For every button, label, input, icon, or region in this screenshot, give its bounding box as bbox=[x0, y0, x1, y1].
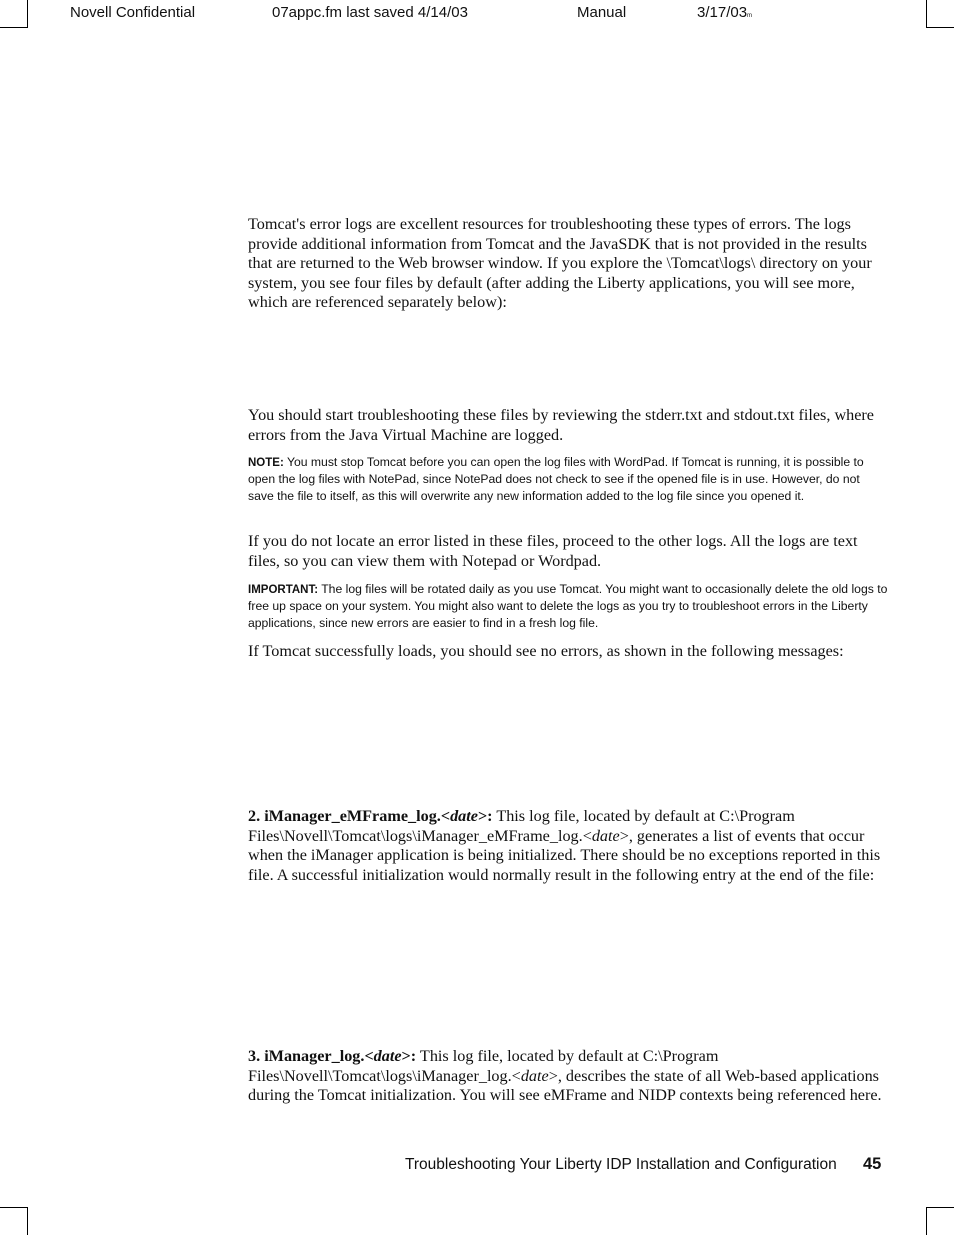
footer-chapter-title: Troubleshooting Your Liberty IDP Installation and Configuration bbox=[405, 1156, 837, 1173]
list-item-imanager-log bbox=[248, 1047, 888, 1106]
note-label: NOTE: bbox=[248, 457, 284, 469]
imanager-text-b: >, describes the state of all Web-based applications during the Tomcat initialization. You will see eMFrame and NIDP contexts being referenced here. bbox=[248, 1066, 882, 1105]
list-item-emframe-log bbox=[248, 807, 888, 885]
imanager-text-a: This log file, located by default at C:\Program Files\Novell\Tomcat\logs\iManager_log.< bbox=[248, 1047, 719, 1085]
emframe-title-a: 2. iManager_eMFrame_log.< bbox=[248, 807, 451, 825]
important-label: IMPORTANT: bbox=[248, 584, 319, 596]
paragraph-other-logs: If you do not locate an error listed in these files, proceed to the other logs. All the logs are text files, so you can view them with Notepad or Wordpad. bbox=[248, 532, 858, 570]
paragraph-start-troubleshooting: You should start troubleshooting these files by reviewing the stderr.txt and stdout.txt files, where errors from the Java Virtual Machine are logged. bbox=[248, 406, 874, 444]
emframe-text-date: date bbox=[591, 826, 620, 845]
paragraph-successful-load: If Tomcat successfully loads, you should see no errors, as shown in the following messages: bbox=[248, 642, 844, 660]
crop-mark-bottom-left-v bbox=[27, 1207, 28, 1235]
header-confidential: Novell Confidential bbox=[70, 4, 196, 21]
note-text: You must stop Tomcat before you can open the log files with WordPad. If Tomcat is running, it is possible to open the log files with NotePad, since NotePad does not check to see if the opened file is in use. However, do not save the file to itself, as this will overwrite any new information added to the log file since you opened it. bbox=[248, 455, 864, 503]
note-block bbox=[248, 454, 888, 504]
crop-mark-bottom-left-h bbox=[0, 1207, 28, 1208]
crop-mark-top-right-v bbox=[926, 0, 927, 28]
header-doc-type: Manual bbox=[577, 4, 627, 21]
crop-mark-top-left-v bbox=[27, 0, 28, 28]
header-date-text: 3/17/03 bbox=[697, 4, 748, 21]
emframe-title-date: date bbox=[450, 807, 478, 825]
imanager-text-date: date bbox=[520, 1066, 549, 1085]
crop-mark-bottom-right-h bbox=[926, 1207, 954, 1208]
page-number: 45 bbox=[863, 1155, 882, 1173]
imanager-title-a: 3. iManager_log.< bbox=[248, 1047, 374, 1065]
imanager-log-title bbox=[248, 1047, 416, 1065]
paragraph-tomcat-logs: Tomcat's error logs are excellent resources for troubleshooting these types of errors. The logs provide additional information from Tomcat and the JavaSDK that is not provided in the results that are returned to the Web browser window. If you explore the \Tomcat\logs\ directory on your system, you see four files by default (after adding the Liberty applications, you will see more, which are referenced separately below): bbox=[248, 215, 872, 312]
header-date-suffix: m bbox=[747, 13, 753, 19]
important-block bbox=[248, 581, 888, 631]
header-date bbox=[697, 4, 752, 25]
emframe-title-b: >: bbox=[477, 807, 493, 825]
crop-mark-top-left-h bbox=[0, 27, 28, 28]
crop-mark-bottom-right-v bbox=[926, 1207, 927, 1235]
emframe-log-title bbox=[248, 807, 493, 825]
emframe-text-a: This log file, located by default at C:\Program Files\Novell\Tomcat\logs\iManager_eMFrame_log.< bbox=[248, 807, 795, 845]
imanager-title-date: date bbox=[373, 1047, 402, 1065]
crop-mark-top-right-h bbox=[926, 27, 954, 28]
emframe-text-b: >, generates a list of events that occur when the iManager application is being initialized. There should be no exceptions reported in this file. A successful initialization would normally result in the following entry at the end of the file: bbox=[248, 826, 881, 884]
important-text: The log files will be rotated daily as you use Tomcat. You might want to occasionally delete the old logs to free up space on your system. You might also want to delete the logs as you try to troubleshoot errors in the Liberty applications, since new errors are easier to find in a fresh log file. bbox=[248, 582, 888, 630]
header-file-info: 07appc.fm last saved 4/14/03 bbox=[272, 4, 468, 21]
imanager-title-b: >: bbox=[401, 1047, 417, 1065]
